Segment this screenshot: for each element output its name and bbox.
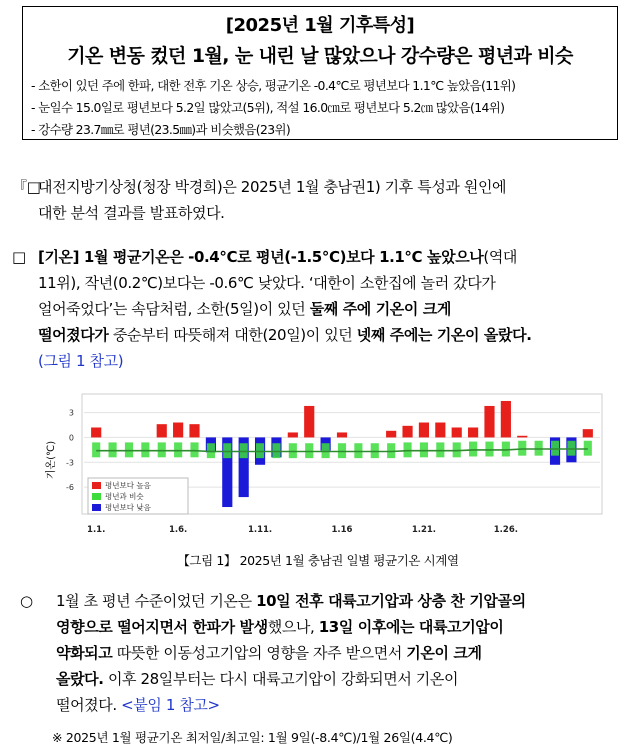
normal-range-bar (223, 443, 231, 458)
temperature-bar (517, 436, 527, 438)
normal-range-bar (256, 443, 264, 458)
normal-range-bar (174, 442, 182, 457)
summary-bullet-3: - 강수량 23.7㎜로 평년(23.5㎜)과 비슷했음(23위) (31, 122, 291, 137)
temperature-bar (583, 429, 593, 437)
temperature-bar (288, 432, 298, 437)
temperature-bar (402, 426, 412, 438)
cause-line-3-bold-c: 기온이 크게 (406, 644, 482, 662)
legend-swatch (92, 504, 101, 511)
summary-bullet-2: - 눈일수 15.0일로 평년보다 5.2일 많았고(5위), 적설 16.0㎝로 평년보다 5.2㎝ 많았음(14위) (31, 100, 505, 115)
temperature-bar (173, 423, 183, 438)
temperature-bar (468, 427, 478, 437)
cause-line-1-bold: 10일 전후 대륙고기압과 상층 찬 기압골의 (256, 592, 526, 610)
x-tick-label: 1.16 (331, 525, 353, 535)
temperature-bar (189, 424, 199, 437)
x-tick-label: 1.26. (493, 525, 518, 535)
temp-line-4-bold-a: 떨어졌다가 (38, 326, 109, 344)
cause-marker: ○ (20, 592, 33, 610)
legend-swatch (92, 493, 101, 500)
summary-bullet-1: - 소한이 있던 주에 한파, 대한 전후 기온 상승, 평균기온 -0.4℃로 평년보다 1.1℃ 높았음(11위) (31, 78, 516, 93)
temperature-bar (452, 427, 462, 437)
intro-line-2: 대한 분석 결과를 발표하였다. (38, 204, 225, 222)
y-tick-label: -3 (66, 458, 74, 468)
cause-line-2-b: 했으나, (267, 618, 319, 636)
summary-subheading: 기온 변동 컸던 1월, 눈 내린 날 많았으나 강수량은 평년과 비슷 (67, 45, 573, 67)
summary-bullets (31, 75, 515, 141)
cause-line-2-bold-a: 영향으로 떨어지면서 한파가 발생 (56, 618, 268, 636)
intro-marker: 『□ (12, 178, 41, 196)
y-tick-label: 3 (68, 408, 74, 418)
temperature-bar (304, 406, 314, 437)
cause-line-2-bold-c: 13일 이후에는 대륙고기압이 (318, 618, 504, 636)
temp-line-1-bold: [기온] 1월 평균기온은 -0.4℃로 평년(-1.5℃)보다 1.1℃ 높았으나 (38, 248, 484, 266)
intro-line-1: 대전지방기상청(청장 박경희)은 2025년 1월 충남권1) 기후 특성과 원인에 (38, 178, 507, 196)
cause-line-5-a: 떨어졌다. (56, 696, 122, 714)
cause-line-3-b: 따뜻한 이동성고기압의 영향을 자주 받으면서 (112, 644, 407, 662)
legend-entry: 평년보다 높음 (105, 481, 151, 490)
daily-temperature-chart (40, 388, 606, 546)
x-tick-label: 1.11. (247, 525, 273, 535)
x-tick-label: 1.6. (168, 525, 188, 535)
summary-heading: [2025년 1월 기후특성] (225, 15, 415, 36)
x-tick-label: 1.1. (87, 525, 106, 535)
figure-1-reference[interactable]: (그림 1 참고) (38, 352, 124, 370)
figure-caption: 【그림 1】 2025년 1월 충남권 일별 평균기온 시계열 (177, 553, 459, 568)
normal-range-bar (240, 443, 248, 458)
normal-range-bar (469, 442, 477, 457)
chart-legend (88, 478, 188, 514)
normal-range-bar (420, 442, 428, 457)
temperature-bar (501, 401, 511, 437)
normal-range-bar (436, 442, 444, 457)
legend-entry: 평년보다 낮음 (105, 503, 151, 512)
temp-line-2: 11위), 작년(0.2℃)보다는 -0.6℃ 낮았다. ‘대한이 소한집에 놀러 갔다가 (38, 274, 496, 292)
normal-range-bar (92, 442, 100, 457)
normal-range-bar (109, 442, 117, 457)
temperature-bar (484, 406, 494, 437)
legend-entry: 평년과 비슷 (105, 492, 144, 501)
cause-line-1-a: 1월 초 평년 수준이었던 기온은 (56, 592, 257, 610)
normal-range-bar (371, 443, 379, 458)
temperature-bar (386, 431, 396, 438)
appendix-1-reference[interactable]: <붙임 1 참고> (121, 696, 220, 714)
normal-range-bar (322, 443, 330, 458)
temp-line-4-bold-c: 넷째 주에는 기온이 올랐다. (356, 326, 532, 344)
normal-range-bar (338, 443, 346, 458)
x-tick-labels (87, 525, 518, 535)
temp-line-3-bold: 둘째 주에 기온이 크게 (309, 300, 451, 318)
x-tick-label: 1.21. (411, 525, 437, 535)
cause-line-3-bold-a: 약화되고 (56, 644, 113, 662)
normal-range-bar (125, 442, 133, 457)
temperature-marker: □ (12, 248, 26, 266)
temp-line-3-a: 얼어죽었다’는 속담처럼, 소한(5일)이 있던 (38, 300, 310, 318)
normal-range-bar (354, 443, 362, 458)
normal-range-bar (305, 443, 313, 458)
temp-line-4-b: 중순부터 따뜻해져 대한(20일)이 있던 (108, 326, 357, 344)
normal-range-bar (289, 443, 297, 458)
y-tick-label: 0 (68, 433, 74, 443)
normal-range-bar (485, 442, 493, 457)
temperature-bar (435, 423, 445, 438)
cause-line-4-bold: 올랐다. (56, 670, 104, 688)
temperature-bar (157, 424, 167, 437)
normal-range-bar (272, 443, 280, 458)
normal-range-bar (141, 442, 149, 457)
normal-range-bar (190, 442, 198, 457)
summary-box (22, 6, 618, 140)
temp-line-1-end: (역대 (483, 248, 518, 266)
footnote-extremes: ※ 2025년 1월 평균기온 최저일/최고일: 1월 9일(-8.4℃)/1월 26일(4.4℃) (52, 730, 453, 745)
normal-range-bar (158, 442, 166, 457)
normal-range-bar (403, 442, 411, 457)
cause-line-4-b: 이후 28일부터는 다시 대륙고기압이 강화되면서 기온이 (103, 670, 459, 688)
y-axis-label: 기온(℃) (46, 440, 57, 480)
y-tick-label: -6 (66, 483, 74, 493)
temperature-bar (419, 423, 429, 438)
legend-swatch (92, 482, 101, 489)
y-tick-labels (66, 409, 74, 493)
temperature-bar (337, 432, 347, 437)
temperature-bar (91, 427, 101, 437)
